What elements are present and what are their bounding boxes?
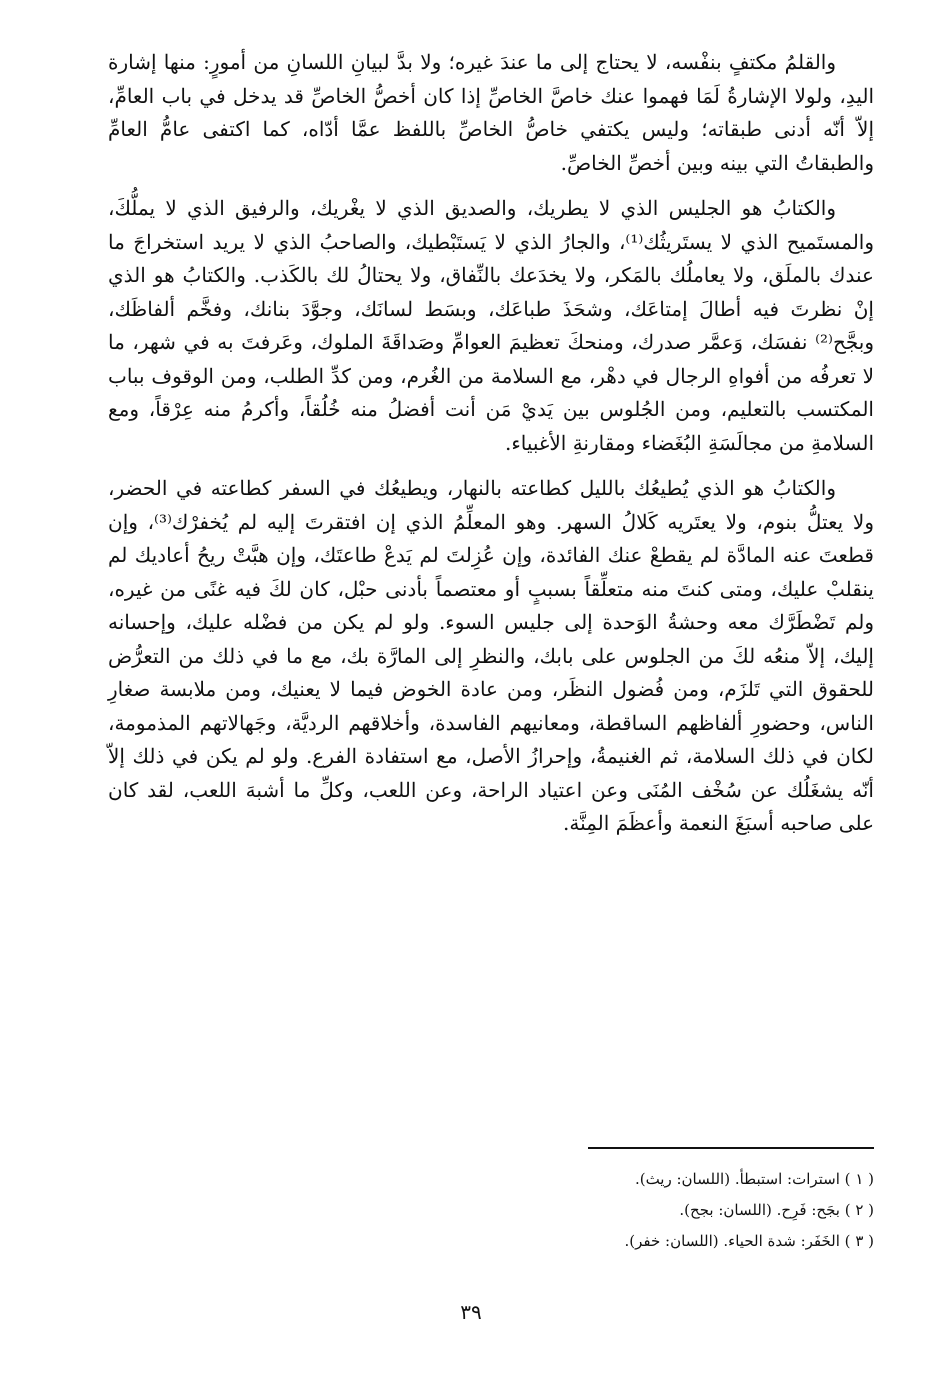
paragraph-book-obedience: والكتابُ هو الذي يُطيعُك بالليل كطاعته بالنهار، ويطيعُك في السفر كطاعته في الحضر، ولا يعتلُّ بنوم، ولا يعتَريه كَلالُ السهر. وهو المعلِّمُ الذي إن افتقرتَ إليه لم يُخفرْك⁽³⁾، وإن قطعتَ عنه المادَّة لم يقطعْ عنك الفائدة، وإن عُزِلتَ لم يَدعْ طاعتَك، وإن هبَّتْ ريحُ أعاديك لم ينقلبْ عليك، ومتى كنتَ منه متعلِّقاً بسببٍ أو معتصماً بأدنى حبْل، كان لكَ فيه غنًى من غيره، ولم تَضْطَرَّك معه وحشةُ الوَحدة إلى جليس السوء. ولو لم يكن من فضْله عليك، وإحسانه إليك، إلاّ منعُه لكَ من الجلوس على بابك، والنظرِ إلى المارَّة بك، مع ما في ذلك من التعرُّض للحقوق التي تَلزَم، ومن فُضول النظَر، ومن عادة الخوض فيما لا يعنيك، ومن ملابسة صغارِ الناس، وحضورِ ألفاظهم الساقطة، ومعانيهم الفاسدة، وأخلاقهم الرديَّة، وجَهالاتهم المذمومة، لكان في ذلك السلامة، ثم الغنيمةُ، وإحرازُ الأصل، مع استفادة الفرع. ولو لم يكن في ذلك إلاّ أنّه يشغَلُك عن سُخْف المُنَى وعن اعتياد الراحة، وعن اللعب، وكلِّ ما أشبهَ اللعب، لقد كان على صاحبه أسبَغَ النعمة وأعظَمَ المِنَّة. <box>108 476 874 835</box>
footnotes <box>108 1164 874 1257</box>
footnote-1: ( ١ ) استرات: استبطأ. (اللسان: ريث). <box>634 1170 874 1188</box>
page-number: ٣٩ <box>460 1300 482 1324</box>
paragraph-pen: والقلمُ مكتفٍ بنفْسه، لا يحتاج إلى ما عندَ غيره؛ ولا بدَّ لبيانِ اللسانِ من أمورٍ: منها إشارة اليدِ، ولولا الإشارةُ لَمَا فهموا عنك خاصَّ الخاصِّ إذا كان أخصُّ الخاصِّ قد يدخل في باب العامِّ، إلاّ أنّه أدنى طبقاته؛ وليس يكتفي خاصُّ الخاصِّ باللفظ عمَّا أدّاه، كما اكتفى عامُّ العامِّ والطبقاتُ التي بينه وبين أخصِّ الخاصِّ. <box>108 50 874 175</box>
paragraph-book-companion: والكتابُ هو الجليس الذي لا يطريك، والصديق الذي لا يغْريك، والرفيق الذي لا يملُّكَ، والمستَميح الذي لا يستَريثُك⁽¹⁾، والجارُ الذي لا يَستَبْطيك، والصاحبُ الذي لا يريد استخراجَ ما عندك بالملَق، ولا يعاملُك بالمَكر، ولا يخدَعك بالنِّفاق، ولا يحتالُ لك بالكَذب. والكتابُ هو الذي إنْ نظرتَ فيه أطالَ إمتاعَك، وشحَذَ طباعَك، وبسَط لسانَك، وجوَّدَ بنانك، وفخَّم ألفاظَك، وبجَّح⁽²⁾ نفسَك، وَعمَّر صدرك، ومنحكَ تعظيمَ العوامِّ وصَداقَةَ الملوك، وعَرفتَ به في شهر، ما لا تعرفُه من أفواهِ الرجال في دهْر، مع السلامة من الغُرم، ومن كدِّ الطلب، ومن الوقوف بباب المكتسب بالتعليم، ومن الجُلوس بين يَديْ مَن أنت أفضلُ منه خُلُقاً، وأكرمُ منه عِرْقاً، ومع السلامةِ من مجالَسَةِ البُغَضاء ومقارنةِ الأغبياء. <box>108 196 874 455</box>
footnote-2: ( ٢ ) بجَح: فَرِح. (اللسان: بجح). <box>679 1201 874 1219</box>
footnote-3: ( ٣ ) الخَفَر: شدة الحياء. (اللسان: خفر). <box>624 1232 874 1250</box>
footnote-divider <box>588 1147 874 1149</box>
main-text <box>108 46 874 853</box>
